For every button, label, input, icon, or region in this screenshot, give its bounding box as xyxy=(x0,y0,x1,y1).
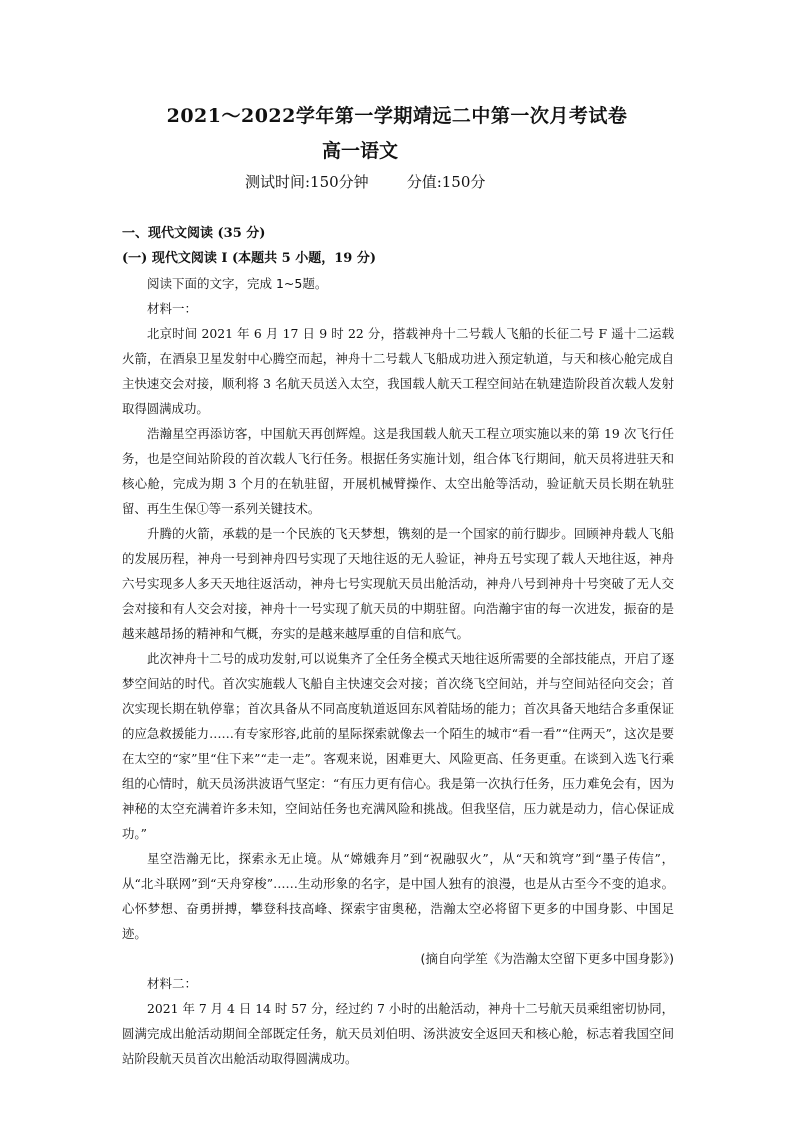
instruction-text: 阅读下面的文字，完成 1~5题。 xyxy=(147,276,328,291)
material1-paragraph: 北京时间 2021 年 6 月 17 日 9 时 22 分，搭载神舟十二号载人飞船的长征二号 F 遥十二运载火箭，在酒泉卫星发射中心腾空而起，神舟十二号载人飞船成功进入预定轨道，与天和核心舱完成自主快速交会对接，顺利将 3 名航天员送入太空，我国载人航天工程空间站在轨建造阶段首次载人发射取得圆满成功。 xyxy=(122,326,674,416)
material2-label: 材料二： xyxy=(147,976,198,991)
sub-heading: (一) 现代文阅读 I (本题共 5 小题，19 分) xyxy=(122,251,376,266)
exam-subtitle: 高一语文 xyxy=(321,140,398,162)
material1-source: (摘自向学笙《为浩瀚太空留下更多中国身影》) xyxy=(420,951,674,966)
material1-paragraph: 此次神舟十二号的成功发射,可以说集齐了全任务全模式天地往返所需要的全部技能点，开启了逐梦空间站的时代。首次实施载人飞船自主快速交会对接；首次绕飞空间站，并与空间站径向交会；首次实现长期在轨停靠；首次具备从不同高度轨道返回东风着陆场的能力；首次具备天地结合多重保证的应急救援能力……有专家形容,此前的星际探索就像去一个陌生的城市“看一看”“住两天”，这次是要在太空的“家”里“住下来”“走一走”。客观来说，困难更大、风险更高、任务更重。在谈到入选飞行乘组的心情时，航天员汤洪波语气坚定：“有压力更有信心。我是第一次执行任务，压力难免会有，因为神秘的太空充满着许多未知，空间站任务也充满风险和挑战。但我坚信，压力就是动力，信心保证成功。” xyxy=(122,651,674,841)
material1-paragraph: 浩瀚星空再添访客，中国航天再创辉煌。这是我国载人航天工程立项实施以来的第 19 次飞行任务，也是空间站阶段的首次载人飞行任务。根据任务实施计划，组合体飞行期间，航天员将进驻天和核心舱，完成为期 3 个月的在轨驻留，开展机械臂操作、太空出舱等活动，验证航天员长期在轨驻留、再生生保①等一系列关键技术。 xyxy=(122,426,674,516)
exam-meta xyxy=(245,171,485,192)
exam-time: 测试时间:150分钟 xyxy=(245,173,369,191)
material1-label: 材料一： xyxy=(147,301,198,316)
section-heading: 一、现代文阅读 (35 分) xyxy=(122,226,266,241)
material1-paragraph: 升腾的火箭，承载的是一个民族的飞天梦想，镌刻的是一个国家的前行脚步。回顾神舟载人飞船的发展历程，神舟一号到神舟四号实现了天地往返的无人验证，神舟五号实现了载人天地往返，神舟六号实现多人多天天地往返活动，神舟七号实现航天员出舱活动，神舟八号到神舟十号突破了无人交会对接和有人交会对接，神舟十一号实现了航天员的中期驻留。向浩瀚宇宙的每一次进发，振奋的是越来越昂扬的精神和气概，夯实的是越来越厚重的自信和底气。 xyxy=(122,526,674,641)
material2-paragraph: 2021 年 7 月 4 日 14 时 57 分，经过约 7 小时的出舱活动，神舟十二号航天员乘组密切协同，圆满完成出舱活动期间全部既定任务，航天员刘伯明、汤洪波安全返回天和核心舱，标志着我国空间站阶段航天员首次出舱活动取得圆满成功。 xyxy=(122,1001,674,1066)
exam-score: 分值:150分 xyxy=(406,173,486,191)
exam-title: 2021～2022学年第一学期靖远二中第一次月考试卷 xyxy=(166,105,628,127)
reading-section xyxy=(122,221,674,1071)
material1-paragraph: 星空浩瀚无比，探索永无止境。从“嫦娥奔月”到“祝融驭火”，从“天和筑穹”到“墨子传信”，从“北斗联网”到“天舟穿梭”……生动形象的名字，是中国人独有的浪漫，也是从古至今不变的追求。心怀梦想、奋勇拼搏，攀登科技高峰、探索宇宙奥秘，浩瀚太空必将留下更多的中国身影、中国足迹。 xyxy=(122,851,674,941)
